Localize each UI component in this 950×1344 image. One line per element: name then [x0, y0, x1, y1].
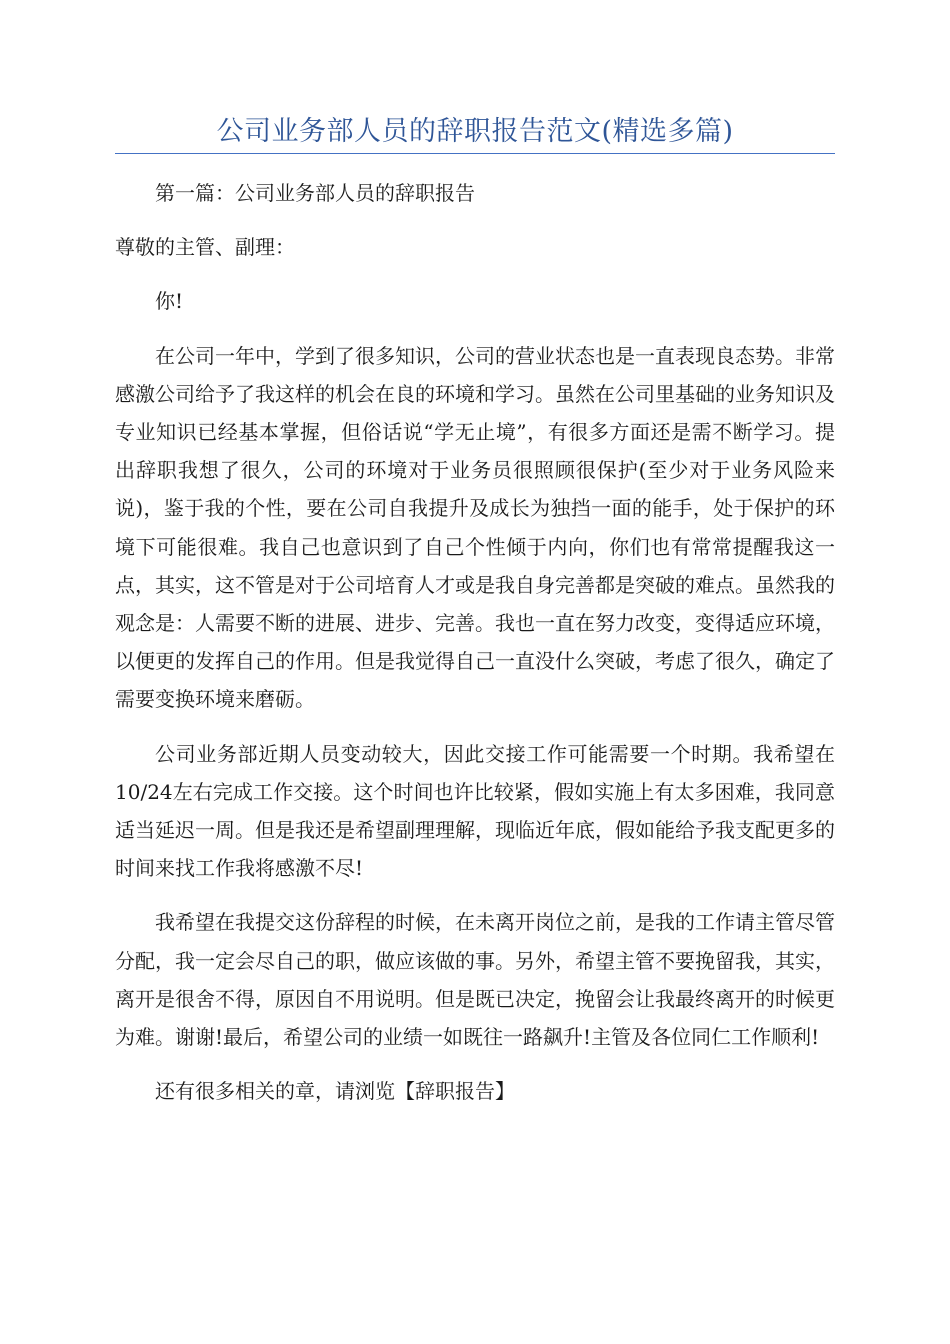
document-body	[115, 174, 835, 1126]
related-articles-note: 还有很多相关的章，请浏览【辞职报告】	[155, 1079, 515, 1104]
document-title: 公司业务部人员的辞职报告范文(精选多篇)	[216, 116, 734, 147]
body-paragraph: 我希望在我提交这份辞程的时候，在未离开岗位之前，是我的工作请主管尽管分配，我一定会尽自己的职，做应该做的事。另外，希望主管不要挽留我，其实，离开是很舍不得，原因自不用说明。但是既已决定，挽留会让我最终离开的时候更为难。谢谢!最后，希望公司的业绩一如既往一路飙升!主管及各位同仁工作顺利!	[115, 910, 835, 1050]
body-paragraph: 公司业务部近期人员变动较大，因此交接工作可能需要一个时期。我希望在10/24左右完成工作交接。这个时间也许比较紧，假如实施上有太多困难，我同意适当延迟一周。但是我还是希望副理理解，现临近年底，假如能给予我支配更多的时间来找工作我将感激不尽!	[115, 741, 835, 881]
greeting: 你!	[155, 289, 184, 314]
body-paragraph: 在公司一年中，学到了很多知识，公司的营业状态也是一直表现良态势。非常感激公司给予了我这样的机会在良的环境和学习。虽然在公司里基础的业务知识及专业知识已经基本掌握，但俗话说“学无止境”，有很多方面还是需不断学习。提出辞职我想了很久，公司的环境对于业务员很照顾很保护(至少对于业务风险来说)，鉴于我的个性，要在公司自我提升及成长为独挡一面的能手，处于保护的环境下可能很难。我自己也意识到了自己个性倾于内向，你们也有常常提醒我这一点，其实，这不管是对于公司培育人才或是我自身完善都是突破的难点。虽然我的观念是：人需要不断的进展、进步、完善。我也一直在努力改变，变得适应环境，以便更的发挥自己的作用。但是我觉得自己一直没什么突破，考虑了很久，确定了需要变换环境来磨砺。	[115, 343, 835, 712]
salutation: 尊敬的主管、副理：	[115, 235, 295, 260]
section-heading: 第一篇：公司业务部人员的辞职报告	[155, 181, 475, 205]
title-underline	[115, 153, 835, 154]
